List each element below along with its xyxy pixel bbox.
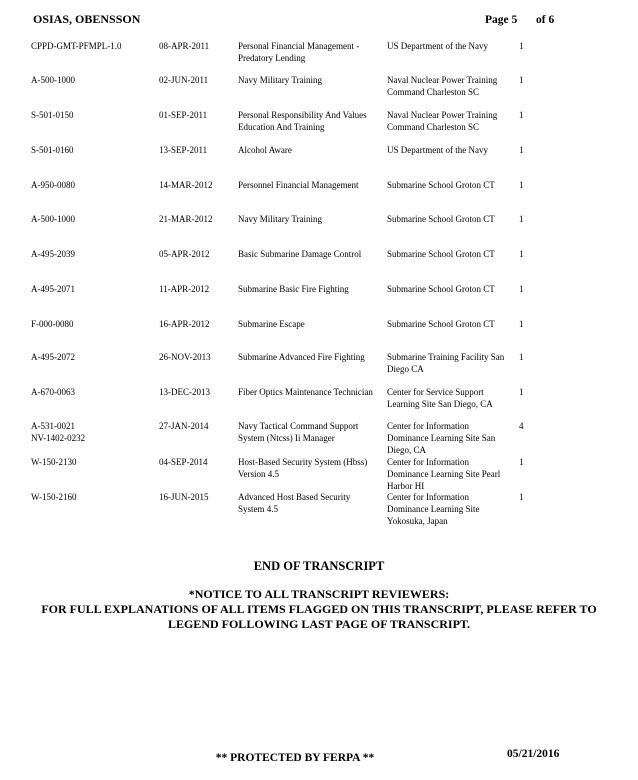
course-code: S-501-0160 — [31, 145, 74, 155]
course-title: Personal Responsibility And Values Education And Training — [238, 110, 367, 132]
course-code: A-670-0063 — [31, 387, 75, 397]
course-location: Center for Information Dominance Learning Site Pearl Harbor HI — [387, 457, 501, 491]
course-code: CPPD-GMT-PFMPL-1.0 — [31, 41, 122, 51]
course-credits: 1 — [519, 319, 524, 329]
course-location: Naval Nuclear Power Training Command Charleston SC — [387, 75, 498, 97]
course-date: 13-SEP-2011 — [159, 145, 208, 155]
end-of-transcript: END OF TRANSCRIPT — [253, 559, 385, 573]
course-code: A-950-0080 — [31, 180, 75, 190]
course-title: Navy Tactical Command Support System (Ntcss) Ii Manager — [238, 421, 359, 443]
course-location: Submarine School Groton CT — [387, 319, 495, 329]
course-location: US Department of the Navy — [387, 145, 488, 155]
course-date: 16-APR-2012 — [159, 319, 210, 329]
course-title: Submarine Basic Fire Fighting — [238, 284, 349, 294]
course-title: Personal Financial Management - Predatory Lending — [238, 41, 360, 63]
course-code: W-150-2130 — [31, 457, 77, 467]
reviewer-notice — [0, 587, 638, 632]
course-location: Submarine Training Facility San Diego CA — [387, 352, 505, 374]
course-credits: 1 — [519, 457, 524, 467]
course-location: Naval Nuclear Power Training Command Charleston SC — [387, 110, 498, 132]
course-credits: 1 — [519, 249, 524, 259]
course-code: S-501-0150 — [31, 110, 74, 120]
course-title: Submarine Escape — [238, 319, 305, 329]
course-code: A-495-2072 — [31, 352, 75, 362]
course-credits: 1 — [519, 284, 524, 294]
page-total: of 6 — [536, 14, 555, 26]
course-title: Navy Military Training — [238, 75, 323, 85]
course-date: 01-SEP-2011 — [159, 110, 208, 120]
course-date: 04-SEP-2014 — [159, 457, 208, 467]
course-date: 21-MAR-2012 — [159, 214, 213, 224]
course-title: Personnel Financial Management — [238, 180, 359, 190]
course-date: 02-JUN-2011 — [159, 75, 209, 85]
notice-line-1: *NOTICE TO ALL TRANSCRIPT REVIEWERS: — [188, 587, 450, 601]
course-credits: 1 — [519, 387, 524, 397]
course-date: 08-APR-2011 — [159, 41, 210, 51]
course-date: 26-NOV-2013 — [159, 352, 211, 362]
course-credits: 1 — [519, 145, 524, 155]
course-location: Submarine School Groton CT — [387, 284, 495, 294]
course-title: Submarine Advanced Fire Fighting — [238, 352, 365, 362]
course-location: Center for Information Dominance Learning Site San Diego, CA — [387, 421, 496, 455]
page-number: Page 5 — [485, 14, 518, 26]
course-credits: 1 — [519, 41, 524, 51]
course-credits: 1 — [519, 75, 524, 85]
course-credits: 4 — [519, 421, 524, 431]
course-code: A-495-2071 — [31, 284, 75, 294]
course-code: A-500-1000 — [31, 75, 75, 85]
course-credits: 1 — [519, 110, 524, 120]
print-date: 05/21/2016 — [507, 748, 560, 760]
course-title: Alcohol Aware — [238, 145, 292, 155]
course-code: A-531-0021 NV-1402-0232 — [31, 421, 86, 443]
course-date: 16-JUN-2015 — [159, 492, 209, 502]
course-date: 27-JAN-2014 — [159, 421, 209, 431]
notice-line-2: FOR FULL EXPLANATIONS OF ALL ITEMS FLAGGED ON THIS TRANSCRIPT, PLEASE REFER TO — [41, 602, 597, 616]
course-title: Basic Submarine Damage Control — [238, 249, 362, 259]
course-location: Submarine School Groton CT — [387, 180, 495, 190]
course-location: Submarine School Groton CT — [387, 249, 495, 259]
course-credits: 1 — [519, 492, 524, 502]
course-title: Host-Based Security System (Hbss) Version 4.5 — [238, 457, 368, 479]
course-credits: 1 — [519, 352, 524, 362]
course-date: 05-APR-2012 — [159, 249, 210, 259]
ferpa-footer: ** PROTECTED BY FERPA ** — [215, 752, 375, 764]
course-credits: 1 — [519, 214, 524, 224]
course-date: 11-APR-2012 — [159, 284, 210, 294]
course-location: US Department of the Navy — [387, 41, 488, 51]
course-code: F-000-0080 — [31, 319, 74, 329]
course-date: 13-DEC-2013 — [159, 387, 210, 397]
course-code: W-150-2160 — [31, 492, 77, 502]
course-location: Center for Service Support Learning Site San Diego, CA — [387, 387, 493, 409]
course-credits: 1 — [519, 180, 524, 190]
course-title: Navy Military Training — [238, 214, 323, 224]
course-location: Center for Information Dominance Learning Site Yokosuka, Japan — [387, 492, 480, 526]
student-name: OSIAS, OBENSSON — [33, 12, 141, 26]
course-code: A-500-1000 — [31, 214, 75, 224]
notice-line-3: LEGEND FOLLOWING LAST PAGE OF TRANSCRIPT. — [167, 617, 471, 631]
course-code: A-495-2039 — [31, 249, 75, 259]
course-title: Fiber Optics Maintenance Technician — [238, 387, 373, 397]
course-title: Advanced Host Based Security System 4.5 — [238, 492, 351, 514]
course-location: Submarine School Groton CT — [387, 214, 495, 224]
course-date: 14-MAR-2012 — [159, 180, 213, 190]
